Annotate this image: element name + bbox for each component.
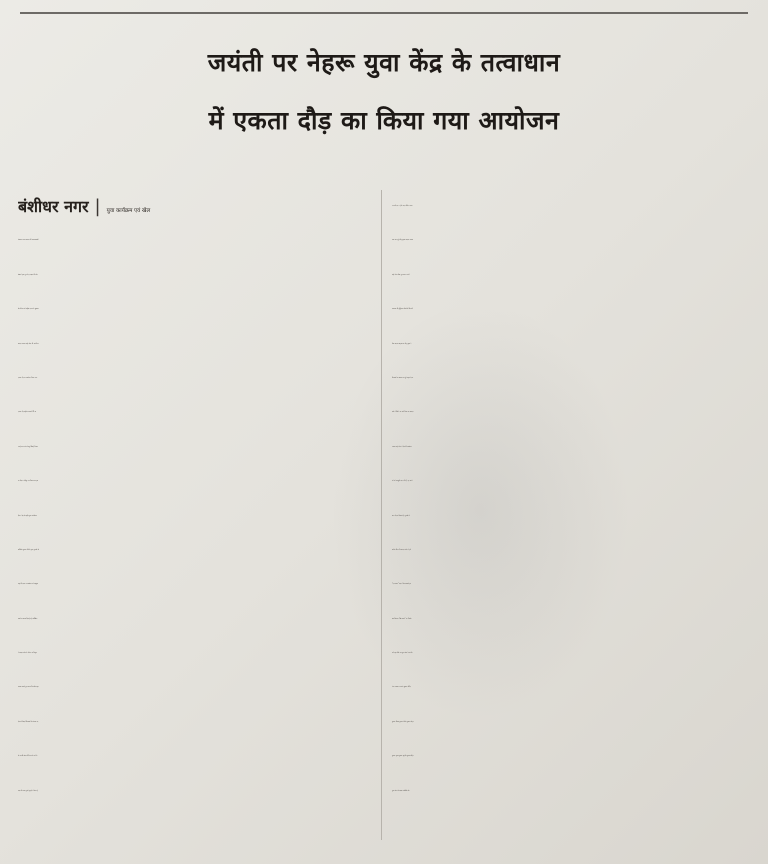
right-column-line: रंजन पासवान, आनंद शुक्ल, गोविंद: [392, 687, 411, 689]
right-column-line: "एक भारत" प्रदान किया-आओ हम: [392, 584, 411, 586]
left-column-line: देश को सैकड़ों रियासतों मे बांटकर गए: [18, 721, 39, 723]
headline-line-1: जयंती पर नेहरू युवा केंद्र के तत्वाधान: [207, 48, 561, 77]
right-column-line: रियासतों का खात्मा कर पूरे राष्ट्र को एक: [392, 377, 414, 379]
right-column-line: कुमार, रिषभ कुमार, रंजीत कुमार, सोहन: [392, 721, 414, 723]
right-column-line: युवा मंडल के सदस्य उपस्थित थे।: [392, 790, 410, 792]
top-rule: [20, 12, 748, 14]
left-column-line: अभिषेक कुमार चौबे के द्वारा युवाओं को: [18, 549, 40, 551]
left-column: [18, 190, 372, 850]
right-column-line: चाणक्य की बुद्धिमत्ता और वीर शिवाजी: [392, 309, 413, 311]
left-column-line: का मैदान जंगीपुर तक किया गया। इस: [18, 481, 39, 483]
right-column-line: भाई पटेल जैसा पुत्र पाकर। उनमें: [392, 274, 410, 276]
column-divider: [381, 190, 382, 840]
first-line-text: युवा कार्यक्रम एवं खेल: [106, 208, 151, 214]
left-column-line: मंत्रालय भारत सरकार की स्वायत्तशासी: [18, 240, 39, 242]
right-column-line: आप में एक मिसाल है। युवाओं से: [392, 515, 410, 517]
left-column-line: सरदार वल्लभ भाई पटेल की जयंती पर: [18, 343, 39, 345]
left-column-line: से शनिवार को राष्ट्रीय एकता के सूत्रधार: [18, 309, 39, 311]
left-column-line: बाद भी भारत टुकड़े -टुकड़े में बंटा रहे: [18, 790, 38, 792]
right-column-line: वल्लभ भाई पटेल ने देश की अखंडता: [392, 446, 412, 448]
right-column-line: सब मिलकर "श्रेष्ठ भारत" का निर्माण: [392, 618, 412, 620]
right-column-line: धागे में पिरोने का कार्य किया था। सरदार: [392, 412, 414, 414]
right-column-line: करें। इस मौके पर युवा मंडल के राजीव: [392, 653, 413, 655]
left-column-line: संस्था नेहरू युवा केन्द्र गढ़वा की ओर: [18, 274, 38, 276]
left-column-line: रखने का शपथ दिलाई गई। अभिषेक: [18, 618, 38, 620]
right-column-line: माता धन्य हुई लौह पुरूष सरदार वल्लभ: [392, 240, 414, 242]
left-column-line: राष्ट्र की एकता व अखंडता को अक्षुण्ण: [18, 584, 39, 586]
byline-row: [18, 190, 372, 224]
article-body: [18, 190, 752, 850]
dateline: बंशीधर नगर: [18, 197, 89, 216]
right-column: [392, 190, 746, 850]
right-column-line: को जो मजबूती प्रदान की है, वह अपने: [392, 481, 413, 483]
right-column-line: अपील किया कि सरदार पटेल ने हमें: [392, 549, 411, 551]
right-column-line: व कभी एक न होने पाए। लेकिन भारत: [392, 206, 413, 207]
left-column-line: पाल्हे कला गांव से लघु सिंचाई विभाग: [18, 446, 38, 448]
headline-line-2: में एकता दौड़ का किया गया आयोजन: [208, 106, 560, 135]
headline: [18, 34, 750, 150]
left-column-line: दौरान केंद्र के राष्ट्रीय युवा स्वयंसेवक: [18, 515, 37, 517]
left-column-line: ने सरदार पटेल के जीवन पर विस्तृत: [18, 653, 37, 655]
dateline-separator: |: [94, 196, 101, 217]
left-column-line: प्रकाश डालते हुए बताया कि अंग्रेज इस: [18, 687, 39, 689]
left-column-line: थे। उनकी मंशा थी कि उनके जाने के: [18, 756, 38, 758]
left-column-line: एकता दौड़ राष्ट्रीय राजमार्ग 75 पर: [18, 412, 37, 414]
right-column-line: जैसा अदम्य साहस था। लौह पुरुष ने: [392, 343, 412, 345]
left-column-line: एकता दौड़ का आयोजन किया गया।: [18, 377, 38, 379]
right-column-line: कुमार, कृष्ण कुमार, सुजीत कुमार सहित: [392, 756, 414, 758]
